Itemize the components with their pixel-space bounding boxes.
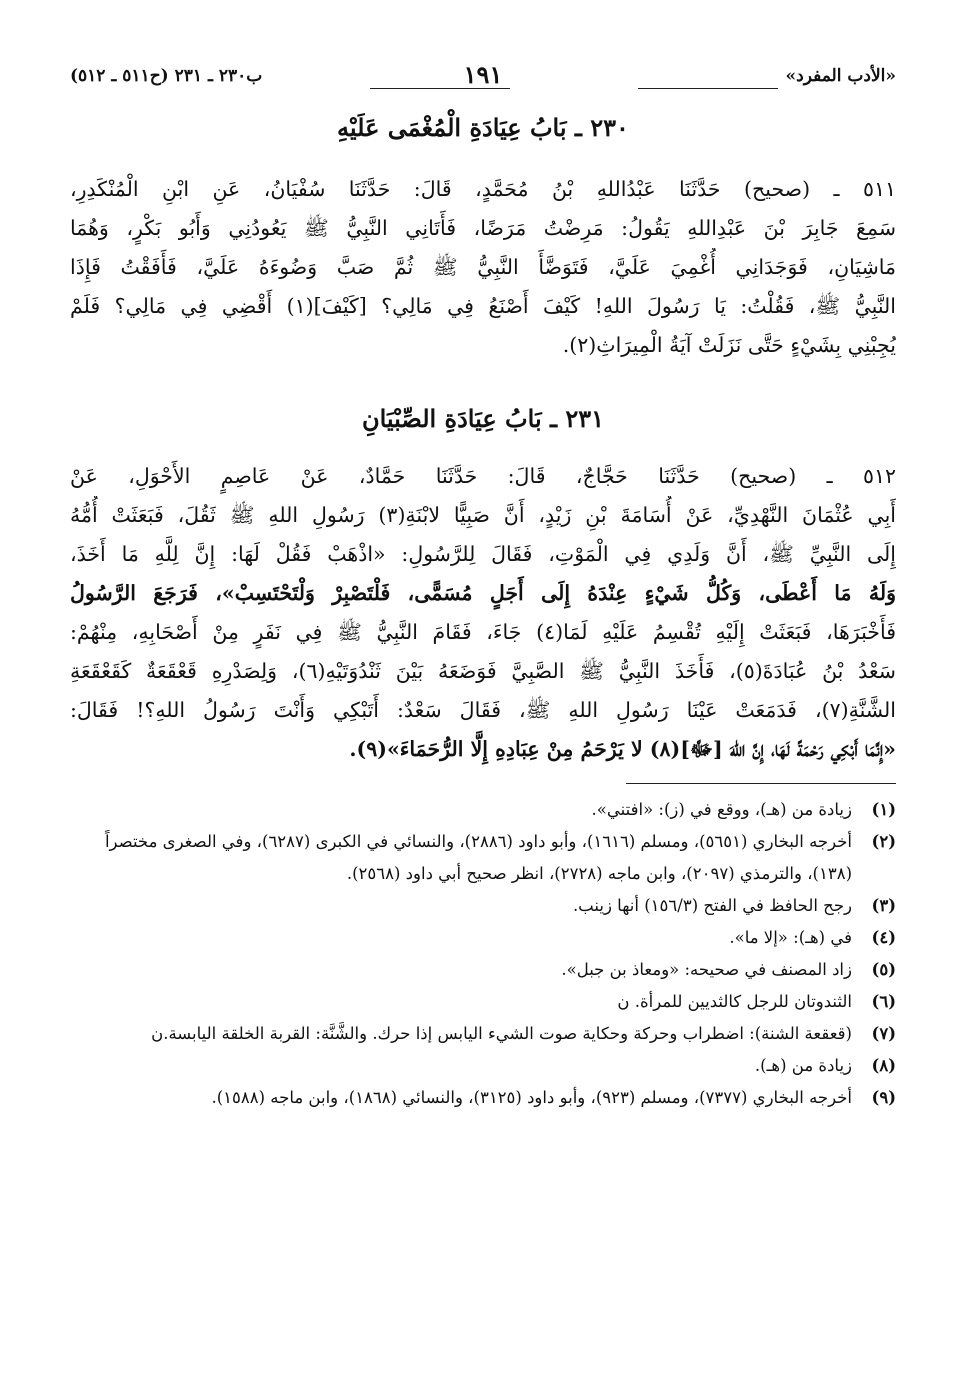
hadith-511-line-5: يُجِبْنِي بِشَيْءٍ حَتَّى نَزَلَتْ آيَةُ الْمِيرَاثِ(٢). [562, 333, 896, 357]
hadith-512-line-3: إِلَى النَّبِيِّ ﷺ، أَنَّ وَلَدِي فِي الْمَوْتِ، فَقَالَ لِلرَّسُولِ: «اذْهَبْ فَقُلْ لَهَا: إِنَّ لِلَّهِ مَا أَخَذَ، [70, 542, 896, 566]
footnote-text: أخرجه البخاري (٥٦٥١)، ومسلم (١٦١٦)، وأبو داود (٢٨٨٦)، والنسائي في الكبرى (٦٢٨٧)، وفي الصغرى مختصراً (١٣٨)، والترمذي (٢٠٩٧)، وابن ماجه (٢٧٢٨)، انظر صحيح أبي داود (٢٥٦٨). [104, 832, 852, 883]
footnote-2 [70, 826, 896, 890]
header-rule-right [638, 88, 778, 89]
footnote-text: في (هـ): «إلا ما». [729, 928, 852, 947]
hadith-512-line-4: وَلَهُ مَا أَعْطَى، وَكُلُّ شَيْءٍ عِنْدَهُ إِلَى أَجَلٍ مُسَمًّى، فَلْتَصْبِرْ وَلْتَحْتَسِبْ»، فَرَجَعَ الرَّسُولُ [70, 581, 896, 605]
hadith-511 [70, 170, 896, 365]
book-title: «الأدب المفرد» [785, 66, 896, 86]
hadith-512-line-2: أَبِي عُثْمَانَ النَّهْدِيِّ، عَنْ أُسَامَةَ بْنِ زَيْدٍ، أَنَّ صَبِيًّا لابْنَةِ(٣) رَسُولِ اللهِ ﷺ ثَقُلَ، فَبَعَثَتْ أُمُّهُ [70, 503, 896, 527]
footnotes [70, 794, 896, 1114]
footnote-number: (٧) [871, 1024, 896, 1043]
hadith-511-line-3: مَاشِيَانِ، فَوَجَدَانِي أُغْمِيَ عَلَيَّ، فَتَوَضَّأَ النَّبِيُّ ﷺ ثُمَّ صَبَّ وَضُوءَهُ عَلَيَّ، فَأَفَقْتُ فَإِذَا [70, 255, 896, 279]
footnote-number: (١) [871, 800, 896, 819]
hadith-511-line-4: النَّبِيُّ ﷺ، فَقُلْتُ: يَا رَسُولَ اللهِ! كَيْفَ أَصْنَعُ فِي مَالِي؟ [كَيْفَ](١) أَقْضِي فِي مَالِي؟ فَلَمْ [70, 294, 896, 318]
footnote-9 [70, 1082, 896, 1114]
hadith-512-line-1: ٥١٢ ـ (صحيح) حَدَّثَنَا حَجَّاجٌ، قَالَ: حَدَّثَنَا حَمَّادٌ، عَنْ عَاصِمٍ الأَحْوَلِ، عَنْ [70, 464, 896, 488]
footnote-1 [70, 794, 896, 826]
footnote-text: الثندوتان للرجل كالثديين للمرأة. ن [617, 992, 852, 1011]
footnote-number: (٦) [871, 992, 896, 1011]
chapter-230-title: ٢٣٠ ـ بَابُ عِيَادَةِ الْمُغْمَى عَلَيْهِ [337, 113, 629, 142]
footnote-text: زاد المصنف في صحيحه: «ومعاذ بن جبل». [561, 960, 852, 979]
footnote-5 [70, 954, 896, 986]
header-rule-left [370, 88, 510, 89]
footnote-text: زيادة من (هـ). [754, 1056, 852, 1075]
hadith-512-line-8: «إِنَّمَا أَبْكِي رَحْمَةً لَهَا، إِنَّ اللهَ [ﷻ](٨) لا يَرْحَمُ مِنْ عِبَادِهِ إِلَّا الرُّحَمَاءَ»(٩). [349, 737, 896, 761]
footnote-7 [70, 1018, 896, 1050]
hadith-512 [70, 457, 896, 769]
footnote-4 [70, 922, 896, 954]
footnote-text: أخرجه البخاري (٧٣٧٧)، ومسلم (٩٢٣)، وأبو داود (٣١٢٥)، والنسائي (١٨٦٨)، وابن ماجه (١٥٨٨). [211, 1088, 852, 1107]
footnote-number: (٥) [871, 960, 896, 979]
footnote-number: (٨) [871, 1056, 896, 1075]
hadith-512-line-7: الشَّنَّةِ(٧)، فَدَمَعَتْ عَيْنَا رَسُولِ اللهِ ﷺ، فَقَالَ سَعْدٌ: أَتَبْكِي وَأَنْتَ رَسُولُ اللهِ؟! فَقَالَ: [70, 698, 896, 722]
footnote-text: رجح الحافظ في الفتح (١٥٦/٣) أنها زينب. [572, 896, 852, 915]
hadith-511-line-2: سَمِعَ جَابِرَ بْنَ عَبْدِاللهِ يَقُولُ: مَرِضْتُ مَرَضًا، فَأَتَانِي النَّبِيُّ ﷺ يَعُودُنِي وَأَبُو بَكْرٍ، وَهُمَا [70, 216, 896, 240]
chapter-231-title: ٢٣١ ـ بَابُ عِيَادَةِ الصِّبْيَانِ [361, 404, 605, 433]
hadith-511-line-1: ٥١١ ـ (صحيح) حَدَّثَنَا عَبْدُاللهِ بْنُ مُحَمَّدٍ، قَالَ: حَدَّثَنَا سُفْيَانُ، عَنِ ابْنِ الْمُنْكَدِرِ، [70, 177, 896, 201]
footnote-text: زيادة من (هـ)، ووقع في (ز): «افتني». [591, 800, 852, 819]
hadith-512-line-5: فَأَخْبَرَهَا، فَبَعَثَتْ إِلَيْهِ تُقْسِمُ عَلَيْهِ لَمَا(٤) جَاءَ، فَقَامَ النَّبِيُّ ﷺ فِي نَفَرٍ مِنْ أَصْحَابِهِ، مِنْهُمْ: [70, 620, 896, 644]
chapter-reference: ب٢٣٠ ـ ٢٣١ (ح٥١١ ـ ٥١٢) [70, 66, 263, 86]
footnote-6 [70, 986, 896, 1018]
running-header [70, 58, 896, 98]
footnote-number: (٩) [871, 1088, 896, 1107]
footnote-number: (٣) [871, 896, 896, 915]
footnote-separator [626, 783, 896, 784]
footnote-3 [70, 890, 896, 922]
footnote-text: (قعقعة الشنة): اضطراب وحركة وحكاية صوت الشيء اليابس إذا حرك. والشَّنَّة: القربة الخلقة اليابسة.ن [151, 1024, 852, 1043]
hadith-512-line-6: سَعْدُ بْنُ عُبَادَةَ(٥)، فَأَخَذَ النَّبِيُّ ﷺ الصَّبِيَّ فَوَضَعَهُ بَيْنَ ثَنْدُوَتَيْهِ(٦)، وَلِصَدْرِهِ قَعْقَعَةٌ كَقَعْقَعَةِ [70, 659, 896, 683]
footnote-number: (٤) [871, 928, 896, 947]
footnote-number: (٢) [871, 832, 896, 851]
page-number: ١٩١ [463, 60, 503, 89]
book-page [70, 58, 896, 1358]
footnote-8 [70, 1050, 896, 1082]
